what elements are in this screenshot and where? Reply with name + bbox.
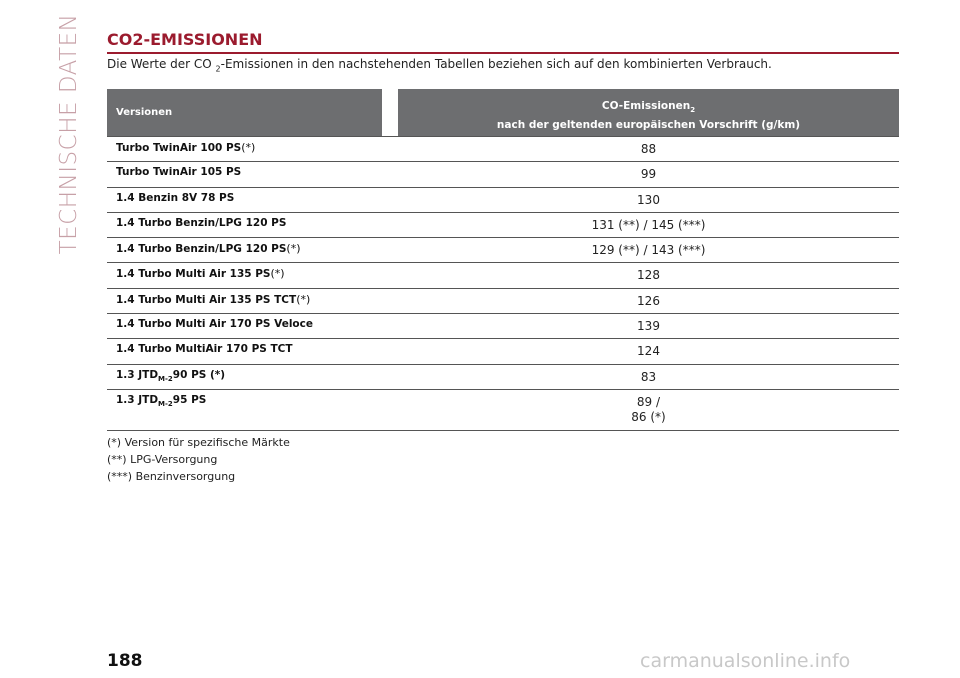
- table-row: [107, 390, 899, 431]
- table-row: [107, 162, 899, 187]
- version-name: 1.4 Turbo Benzin/LPG 120 PS: [116, 216, 287, 229]
- table-row: [107, 339, 899, 364]
- footnotes: [107, 434, 290, 485]
- version-cell: [116, 369, 225, 383]
- header-co2-line2: nach der geltenden europäischen Vorschrift (g/km): [496, 119, 801, 132]
- header-co2-line1-sub: 2: [690, 106, 696, 115]
- co2-value: 131 (**) / 145 (***): [591, 217, 706, 232]
- co2-cell: [398, 167, 899, 182]
- header-co2-line1-text: CO-Emissionen: [601, 100, 691, 112]
- version-name: 1.4 Turbo MultiAir 170 PS TCT: [116, 343, 293, 356]
- version-name: Turbo TwinAir 100 PS: [116, 142, 242, 154]
- header-versions-label: Versionen: [116, 107, 173, 118]
- co2-value: 139: [637, 319, 660, 334]
- version-name: 1.4 Turbo Multi Air 135 PS TCT: [116, 293, 297, 306]
- table-row: [107, 314, 899, 339]
- footnote: (**) LPG-Versorgung: [107, 453, 218, 466]
- version-cell: [116, 217, 286, 229]
- version-cell: [116, 394, 206, 408]
- co2-value: 130: [637, 192, 660, 207]
- co2-cell: [398, 193, 899, 208]
- version-subscript: M-2: [158, 374, 173, 383]
- section-title: [107, 30, 899, 54]
- version-name: 1.4 Turbo Multi Air 170 PS Veloce: [116, 318, 313, 331]
- table-header: [107, 89, 899, 137]
- page-number: 188: [107, 651, 143, 671]
- version-note: (*): [270, 267, 285, 281]
- version-cell: [116, 192, 234, 204]
- table-row: [107, 289, 899, 314]
- intro-text-after: -Emissionen in den nachstehenden Tabellen beziehen sich auf den kombinierten Verbrauch.: [220, 57, 772, 71]
- table-row: [107, 188, 899, 213]
- co2-value: 88: [640, 142, 657, 156]
- version-note: (*): [241, 141, 256, 154]
- co2-value: 83: [640, 369, 657, 384]
- watermark: carmanualsonline.info: [640, 650, 851, 672]
- version-cell: [116, 267, 285, 280]
- version-name: 1.4 Turbo Multi Air 135 PS: [116, 268, 271, 281]
- version-cell: [116, 318, 313, 330]
- version-cell: [116, 242, 301, 255]
- version-name: 1.3 JTD: [116, 368, 159, 381]
- co2-cell: [398, 395, 899, 425]
- version-cell: [116, 141, 255, 154]
- co2-cell: [398, 370, 899, 385]
- intro-paragraph: [107, 57, 907, 73]
- co2-value: 129 (**) / 143 (***): [591, 243, 706, 258]
- header-co2-line1: [398, 99, 899, 118]
- side-chapter-title-text: TECHNISCHE DATEN: [56, 13, 82, 255]
- version-rest: 90 PS (*): [172, 368, 226, 381]
- section-title-text: CO2-EMISSIONEN: [107, 30, 263, 49]
- co2-value: 124: [637, 344, 660, 359]
- co2-cell: [398, 243, 899, 258]
- version-subscript: M-2: [158, 400, 173, 409]
- version-name: 1.4 Benzin 8V 78 PS: [116, 191, 235, 204]
- table-row: [107, 213, 899, 238]
- footnote: (***) Benzinversorgung: [107, 470, 236, 483]
- co2-value: 89 /: [636, 394, 661, 409]
- side-chapter-title: [52, 13, 86, 255]
- version-rest: 95 PS: [172, 393, 207, 406]
- co2-value-line2: 86 (*): [631, 409, 666, 424]
- table-row: [107, 365, 899, 390]
- intro-text-before: Die Werte der CO: [107, 57, 216, 71]
- version-name: 1.4 Turbo Benzin/LPG 120 PS: [116, 243, 287, 256]
- intro-subscript: 2: [215, 64, 221, 74]
- version-cell: [116, 166, 241, 178]
- version-note: (*): [286, 242, 301, 256]
- version-name: 1.3 JTD: [116, 393, 159, 406]
- co2-cell: [398, 344, 899, 359]
- co2-cell: [398, 142, 899, 157]
- table-row: [107, 263, 899, 288]
- table-row: [107, 238, 899, 263]
- co2-value: 128: [637, 268, 660, 283]
- table-row: [107, 137, 899, 162]
- co2-value: 126: [637, 293, 660, 308]
- version-cell: [116, 343, 293, 355]
- version-cell: [116, 293, 310, 306]
- co2-cell: [398, 294, 899, 309]
- header-co2: [398, 89, 899, 136]
- version-name: Turbo TwinAir 105 PS: [116, 166, 242, 179]
- co2-cell: [398, 319, 899, 334]
- version-note: (*): [296, 292, 311, 306]
- co2-value: 99: [640, 167, 657, 182]
- header-versions: [107, 89, 382, 136]
- co2-cell: [398, 218, 899, 233]
- co2-emissions-table: [107, 89, 899, 431]
- footnote: (*) Version für spezifische Märkte: [107, 436, 290, 449]
- co2-cell: [398, 268, 899, 283]
